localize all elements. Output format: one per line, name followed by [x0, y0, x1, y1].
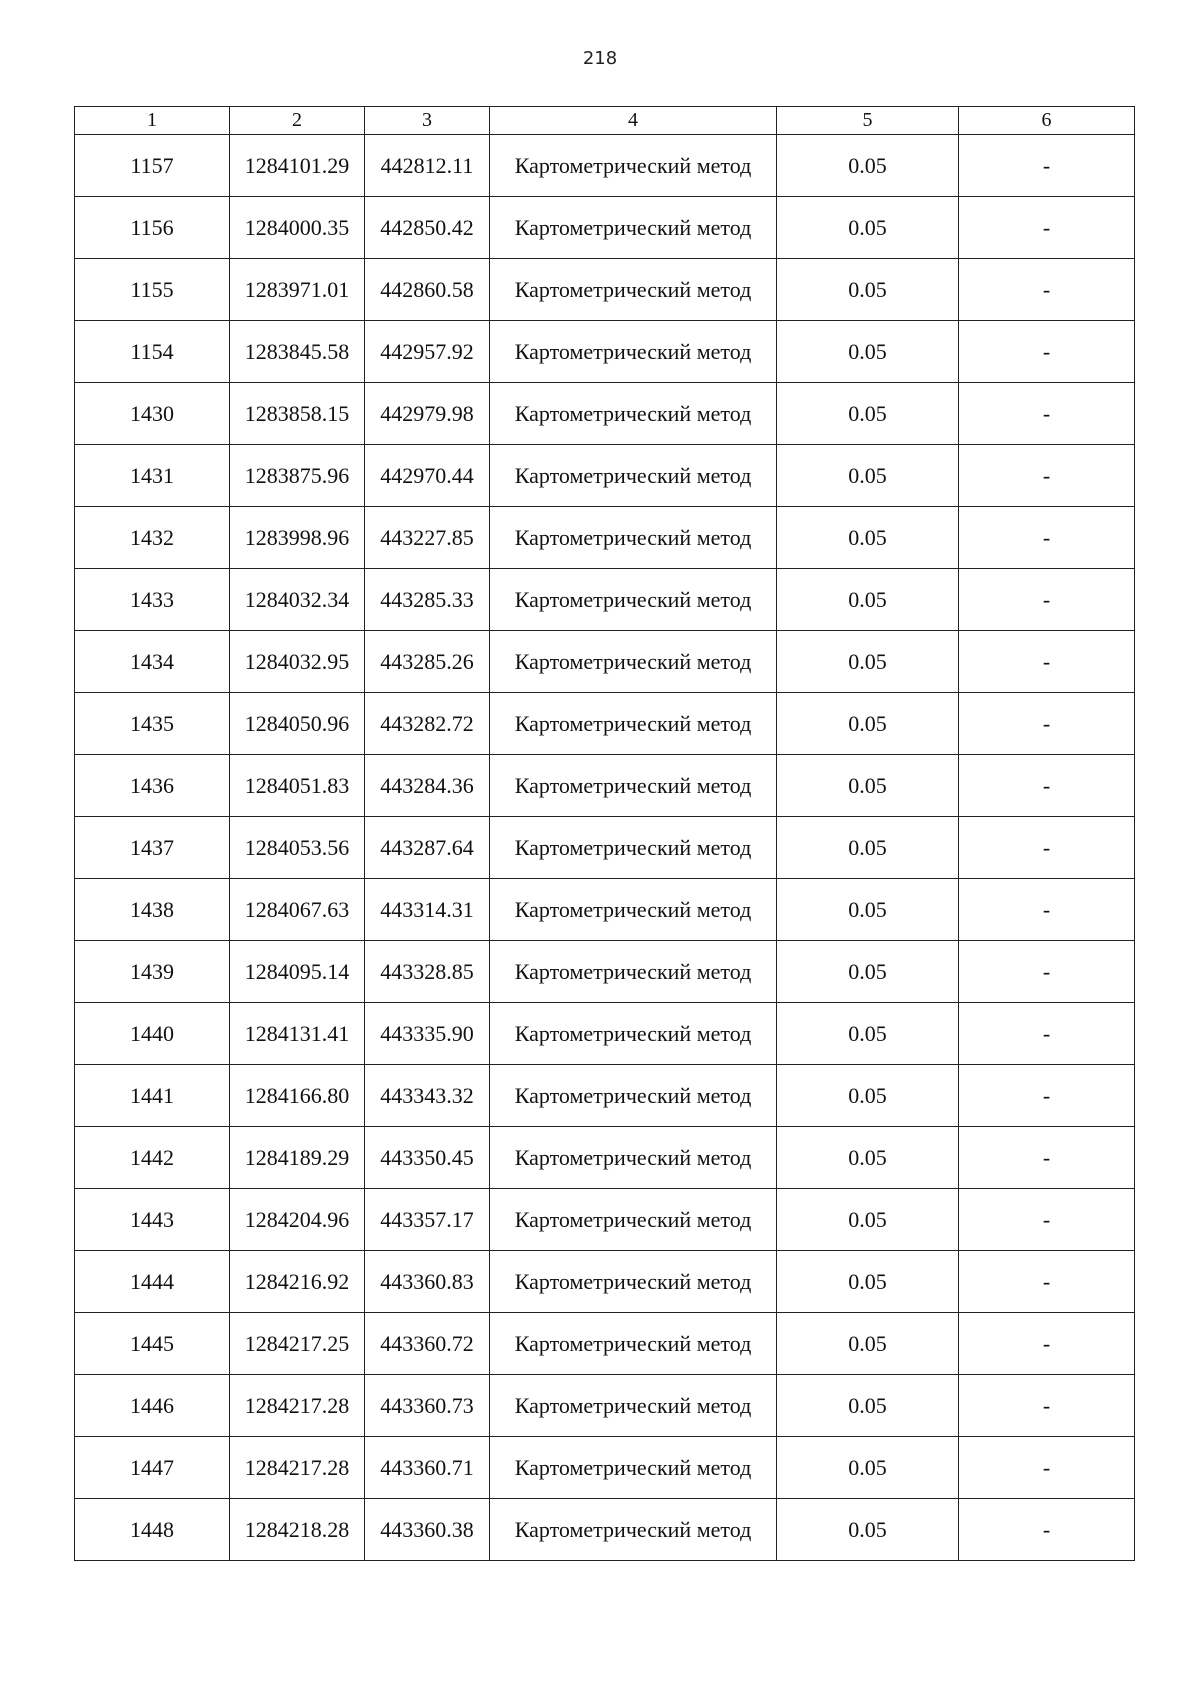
y-coordinate-cell: 442850.42	[365, 197, 490, 259]
point-number-cell: 1439	[75, 941, 230, 1003]
table-row	[75, 1251, 1135, 1313]
table-row	[75, 1003, 1135, 1065]
point-number-cell: 1441	[75, 1065, 230, 1127]
x-coordinate-cell: 1283971.01	[230, 259, 365, 321]
table-row	[75, 693, 1135, 755]
method-cell: Картометрический метод	[490, 569, 777, 631]
x-coordinate-cell: 1284067.63	[230, 879, 365, 941]
point-number-cell: 1444	[75, 1251, 230, 1313]
method-cell: Картометрический метод	[490, 941, 777, 1003]
accuracy-cell: 0.05	[777, 693, 959, 755]
extra-cell: -	[959, 383, 1135, 445]
table-row	[75, 1437, 1135, 1499]
y-coordinate-cell: 443314.31	[365, 879, 490, 941]
accuracy-cell: 0.05	[777, 445, 959, 507]
x-coordinate-cell: 1284166.80	[230, 1065, 365, 1127]
method-cell: Картометрический метод	[490, 197, 777, 259]
point-number-cell: 1446	[75, 1375, 230, 1437]
point-number-cell: 1155	[75, 259, 230, 321]
point-number-cell: 1432	[75, 507, 230, 569]
accuracy-cell: 0.05	[777, 259, 959, 321]
extra-cell: -	[959, 1313, 1135, 1375]
x-coordinate-cell: 1284217.25	[230, 1313, 365, 1375]
y-coordinate-cell: 443360.83	[365, 1251, 490, 1313]
column-header-1: 1	[75, 107, 230, 135]
x-coordinate-cell: 1284131.41	[230, 1003, 365, 1065]
accuracy-cell: 0.05	[777, 321, 959, 383]
y-coordinate-cell: 443360.38	[365, 1499, 490, 1561]
table-header	[75, 107, 1135, 135]
column-header-3: 3	[365, 107, 490, 135]
table-row	[75, 197, 1135, 259]
extra-cell: -	[959, 1251, 1135, 1313]
table-row	[75, 383, 1135, 445]
accuracy-cell: 0.05	[777, 135, 959, 197]
table-row	[75, 1375, 1135, 1437]
x-coordinate-cell: 1284189.29	[230, 1127, 365, 1189]
method-cell: Картометрический метод	[490, 631, 777, 693]
extra-cell: -	[959, 1065, 1135, 1127]
y-coordinate-cell: 443282.72	[365, 693, 490, 755]
accuracy-cell: 0.05	[777, 1375, 959, 1437]
y-coordinate-cell: 443287.64	[365, 817, 490, 879]
method-cell: Картометрический метод	[490, 259, 777, 321]
accuracy-cell: 0.05	[777, 1499, 959, 1561]
x-coordinate-cell: 1284095.14	[230, 941, 365, 1003]
method-cell: Картометрический метод	[490, 445, 777, 507]
accuracy-cell: 0.05	[777, 1251, 959, 1313]
point-number-cell: 1442	[75, 1127, 230, 1189]
method-cell: Картометрический метод	[490, 1499, 777, 1561]
extra-cell: -	[959, 1499, 1135, 1561]
column-header-2: 2	[230, 107, 365, 135]
method-cell: Картометрический метод	[490, 507, 777, 569]
point-number-cell: 1435	[75, 693, 230, 755]
column-header-4: 4	[490, 107, 777, 135]
accuracy-cell: 0.05	[777, 383, 959, 445]
column-header-5: 5	[777, 107, 959, 135]
method-cell: Картометрический метод	[490, 1003, 777, 1065]
y-coordinate-cell: 442970.44	[365, 445, 490, 507]
y-coordinate-cell: 443284.36	[365, 755, 490, 817]
x-coordinate-cell: 1284218.28	[230, 1499, 365, 1561]
accuracy-cell: 0.05	[777, 755, 959, 817]
method-cell: Картометрический метод	[490, 1375, 777, 1437]
extra-cell: -	[959, 1437, 1135, 1499]
y-coordinate-cell: 443343.32	[365, 1065, 490, 1127]
accuracy-cell: 0.05	[777, 197, 959, 259]
point-number-cell: 1433	[75, 569, 230, 631]
accuracy-cell: 0.05	[777, 941, 959, 1003]
table-row	[75, 1189, 1135, 1251]
column-header-6: 6	[959, 107, 1135, 135]
table-row	[75, 817, 1135, 879]
method-cell: Картометрический метод	[490, 1437, 777, 1499]
y-coordinate-cell: 443360.73	[365, 1375, 490, 1437]
x-coordinate-cell: 1284217.28	[230, 1375, 365, 1437]
point-number-cell: 1438	[75, 879, 230, 941]
extra-cell: -	[959, 569, 1135, 631]
accuracy-cell: 0.05	[777, 569, 959, 631]
method-cell: Картометрический метод	[490, 1251, 777, 1313]
accuracy-cell: 0.05	[777, 1313, 959, 1375]
point-number-cell: 1448	[75, 1499, 230, 1561]
y-coordinate-cell: 442979.98	[365, 383, 490, 445]
y-coordinate-cell: 443335.90	[365, 1003, 490, 1065]
point-number-cell: 1447	[75, 1437, 230, 1499]
extra-cell: -	[959, 321, 1135, 383]
extra-cell: -	[959, 1375, 1135, 1437]
accuracy-cell: 0.05	[777, 1189, 959, 1251]
x-coordinate-cell: 1284053.56	[230, 817, 365, 879]
point-number-cell: 1431	[75, 445, 230, 507]
extra-cell: -	[959, 445, 1135, 507]
x-coordinate-cell: 1284101.29	[230, 135, 365, 197]
x-coordinate-cell: 1283845.58	[230, 321, 365, 383]
x-coordinate-cell: 1284051.83	[230, 755, 365, 817]
table-row	[75, 507, 1135, 569]
accuracy-cell: 0.05	[777, 631, 959, 693]
table-row	[75, 631, 1135, 693]
x-coordinate-cell: 1284032.34	[230, 569, 365, 631]
point-number-cell: 1157	[75, 135, 230, 197]
header-row	[75, 107, 1135, 135]
y-coordinate-cell: 442957.92	[365, 321, 490, 383]
method-cell: Картометрический метод	[490, 755, 777, 817]
accuracy-cell: 0.05	[777, 507, 959, 569]
table-row	[75, 941, 1135, 1003]
extra-cell: -	[959, 135, 1135, 197]
page-number: 218	[582, 48, 618, 69]
accuracy-cell: 0.05	[777, 1127, 959, 1189]
extra-cell: -	[959, 1127, 1135, 1189]
extra-cell: -	[959, 1189, 1135, 1251]
table-body	[75, 135, 1135, 1561]
accuracy-cell: 0.05	[777, 1065, 959, 1127]
method-cell: Картометрический метод	[490, 879, 777, 941]
x-coordinate-cell: 1284217.28	[230, 1437, 365, 1499]
extra-cell: -	[959, 941, 1135, 1003]
table-row	[75, 259, 1135, 321]
method-cell: Картометрический метод	[490, 135, 777, 197]
x-coordinate-cell: 1284000.35	[230, 197, 365, 259]
point-number-cell: 1437	[75, 817, 230, 879]
x-coordinate-cell: 1283875.96	[230, 445, 365, 507]
x-coordinate-cell: 1284216.92	[230, 1251, 365, 1313]
x-coordinate-cell: 1283998.96	[230, 507, 365, 569]
table-row	[75, 321, 1135, 383]
extra-cell: -	[959, 879, 1135, 941]
table-row	[75, 1499, 1135, 1561]
extra-cell: -	[959, 507, 1135, 569]
table-row	[75, 1313, 1135, 1375]
y-coordinate-cell: 443360.72	[365, 1313, 490, 1375]
extra-cell: -	[959, 755, 1135, 817]
y-coordinate-cell: 443227.85	[365, 507, 490, 569]
point-number-cell: 1434	[75, 631, 230, 693]
point-number-cell: 1445	[75, 1313, 230, 1375]
table-row	[75, 569, 1135, 631]
point-number-cell: 1436	[75, 755, 230, 817]
x-coordinate-cell: 1284032.95	[230, 631, 365, 693]
table-row	[75, 135, 1135, 197]
method-cell: Картометрический метод	[490, 1065, 777, 1127]
extra-cell: -	[959, 259, 1135, 321]
y-coordinate-cell: 443285.26	[365, 631, 490, 693]
method-cell: Картометрический метод	[490, 1127, 777, 1189]
accuracy-cell: 0.05	[777, 879, 959, 941]
extra-cell: -	[959, 197, 1135, 259]
extra-cell: -	[959, 817, 1135, 879]
point-number-cell: 1430	[75, 383, 230, 445]
extra-cell: -	[959, 631, 1135, 693]
y-coordinate-cell: 443285.33	[365, 569, 490, 631]
method-cell: Картометрический метод	[490, 693, 777, 755]
table-row	[75, 1065, 1135, 1127]
y-coordinate-cell: 443328.85	[365, 941, 490, 1003]
method-cell: Картометрический метод	[490, 1189, 777, 1251]
coordinates-table	[74, 106, 1135, 1561]
y-coordinate-cell: 442860.58	[365, 259, 490, 321]
y-coordinate-cell: 442812.11	[365, 135, 490, 197]
x-coordinate-cell: 1284204.96	[230, 1189, 365, 1251]
table-row	[75, 445, 1135, 507]
method-cell: Картометрический метод	[490, 383, 777, 445]
method-cell: Картометрический метод	[490, 1313, 777, 1375]
y-coordinate-cell: 443360.71	[365, 1437, 490, 1499]
x-coordinate-cell: 1284050.96	[230, 693, 365, 755]
y-coordinate-cell: 443357.17	[365, 1189, 490, 1251]
accuracy-cell: 0.05	[777, 1437, 959, 1499]
accuracy-cell: 0.05	[777, 817, 959, 879]
accuracy-cell: 0.05	[777, 1003, 959, 1065]
point-number-cell: 1156	[75, 197, 230, 259]
extra-cell: -	[959, 1003, 1135, 1065]
y-coordinate-cell: 443350.45	[365, 1127, 490, 1189]
point-number-cell: 1154	[75, 321, 230, 383]
method-cell: Картометрический метод	[490, 817, 777, 879]
extra-cell: -	[959, 693, 1135, 755]
table-row	[75, 1127, 1135, 1189]
method-cell: Картометрический метод	[490, 321, 777, 383]
table-row	[75, 879, 1135, 941]
x-coordinate-cell: 1283858.15	[230, 383, 365, 445]
point-number-cell: 1443	[75, 1189, 230, 1251]
point-number-cell: 1440	[75, 1003, 230, 1065]
table-row	[75, 755, 1135, 817]
